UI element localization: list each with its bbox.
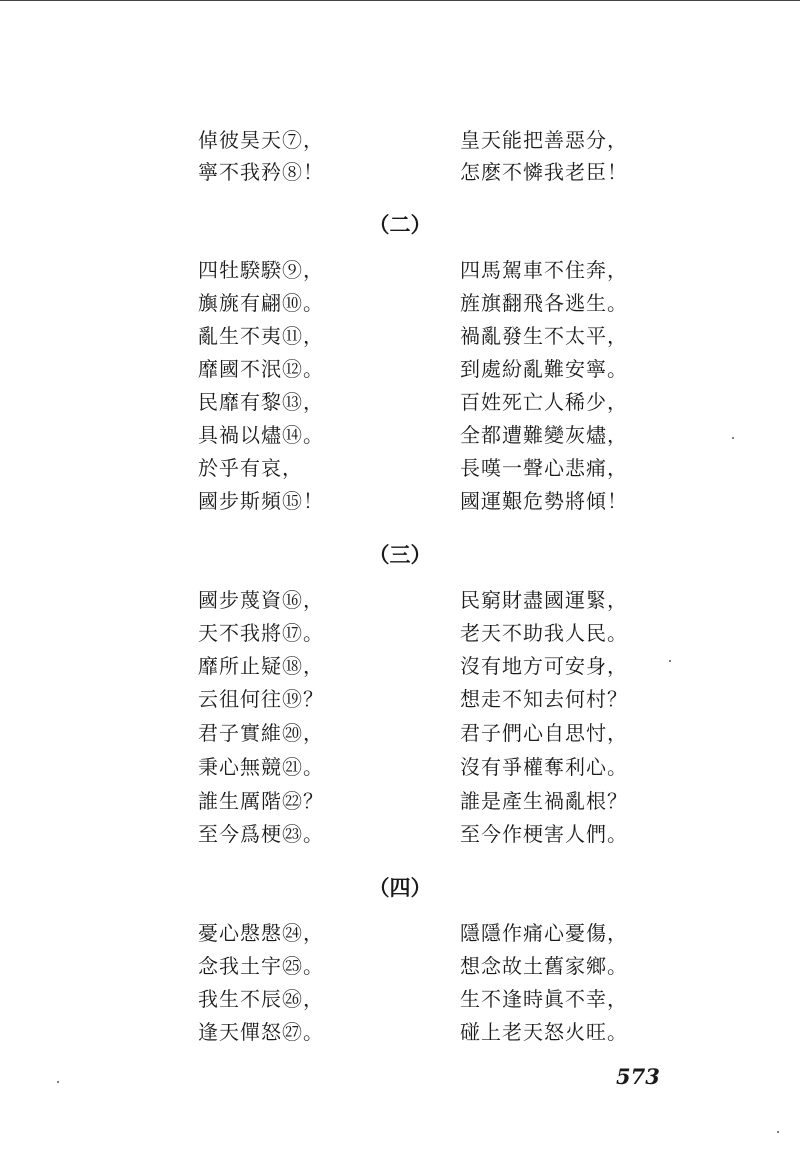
verse-pair <box>0 651 800 681</box>
original-line: 國步斯頻⑮！ <box>198 489 324 513</box>
verse-pair <box>0 984 800 1014</box>
translation-line: 生不逢時眞不幸， <box>460 987 628 1011</box>
original-line: 憂心慇慇㉔， <box>198 921 324 945</box>
stanza-heading: （四） <box>368 875 432 900</box>
verse-pair <box>0 255 800 285</box>
verse-pair <box>0 354 800 384</box>
translation-line: 沒有爭權奪利心。 <box>460 755 628 779</box>
translation-line: 老天不助我人民。 <box>460 621 628 645</box>
verse-pair <box>0 288 800 318</box>
translation-line: 誰是產生禍亂根？ <box>460 789 628 813</box>
original-line: 四牡騤騤⑨， <box>198 258 324 282</box>
original-line: 靡國不泯⑫。 <box>198 357 324 381</box>
translation-line: 民窮財盡國運緊， <box>460 588 628 612</box>
stanza-heading: （三） <box>368 542 432 567</box>
original-line: 民靡有黎⑬， <box>198 390 324 414</box>
original-line: 國步蔑資⑯， <box>198 588 324 612</box>
original-line: 至今爲梗㉓。 <box>198 822 324 846</box>
translation-line: 禍亂發生不太平， <box>460 324 628 348</box>
original-line: 亂生不夷⑪， <box>198 324 324 348</box>
translation-line: 長嘆一聲心悲痛， <box>460 456 628 480</box>
page-number: 573 <box>616 1064 660 1089</box>
original-line: 旟旐有翩⑩。 <box>198 291 324 315</box>
original-line: 靡所止疑⑱， <box>198 654 324 678</box>
scan-speck <box>777 1131 779 1133</box>
translation-line: 到處紛亂難安寧。 <box>460 357 628 381</box>
translation-line: 旌旗翻飛各逃生。 <box>460 291 628 315</box>
verse-pair <box>0 752 800 782</box>
verse-pair <box>0 951 800 981</box>
verse-pair <box>0 486 800 516</box>
translation-line: 至今作梗害人們。 <box>460 822 628 846</box>
verse-pair <box>0 453 800 483</box>
scan-speck <box>732 437 734 439</box>
scan-speck <box>57 1081 59 1083</box>
verse-pair <box>0 420 800 450</box>
stanza-heading: （二） <box>368 212 432 237</box>
verse-pair <box>0 585 800 615</box>
translation-line: 全都遭難變灰燼， <box>460 423 628 447</box>
verse-pair <box>0 387 800 417</box>
translation-line: 百姓死亡人稀少， <box>460 390 628 414</box>
verse-pair <box>0 321 800 351</box>
translation-line: 君子們心自思忖， <box>460 721 628 745</box>
verse-pair <box>0 684 800 714</box>
translation-line: 沒有地方可安身， <box>460 654 628 678</box>
verse-pair <box>0 618 800 648</box>
original-line: 具禍以燼⑭。 <box>198 423 324 447</box>
verse-pair <box>0 157 800 187</box>
translation-line: 皇天能把善惡分， <box>460 128 628 152</box>
original-line: 秉心無競㉑。 <box>198 755 324 779</box>
original-line: 誰生厲階㉒？ <box>198 789 324 813</box>
original-line: 云徂何往⑲？ <box>198 687 324 711</box>
original-line: 我生不辰㉖， <box>198 987 324 1011</box>
original-line: 天不我將⑰。 <box>198 621 324 645</box>
translation-line: 隱隱作痛心憂傷， <box>460 921 628 945</box>
translation-line: 國運艱危勢將傾！ <box>460 489 628 513</box>
scan-speck <box>669 660 671 662</box>
verse-pair <box>0 1017 800 1047</box>
translation-line: 四馬駕車不住奔， <box>460 258 628 282</box>
translation-line: 想念故土舊家鄉。 <box>460 954 628 978</box>
original-line: 念我土宇㉕。 <box>198 954 324 978</box>
translation-line: 想走不知去何村？ <box>460 687 628 711</box>
verse-pair <box>0 918 800 948</box>
verse-pair <box>0 786 800 816</box>
translation-line: 碰上老天怒火旺。 <box>460 1020 628 1044</box>
original-line: 君子實維⑳， <box>198 721 324 745</box>
verse-pair <box>0 819 800 849</box>
original-line: 於乎有哀， <box>198 456 303 480</box>
translation-line: 怎麽不憐我老臣！ <box>460 160 628 184</box>
original-line: 寧不我矜⑧！ <box>198 160 324 184</box>
original-line: 倬彼昊天⑦， <box>198 128 324 152</box>
verse-pair <box>0 718 800 748</box>
verse-pair <box>0 125 800 155</box>
original-line: 逢天僤怒㉗。 <box>198 1020 324 1044</box>
